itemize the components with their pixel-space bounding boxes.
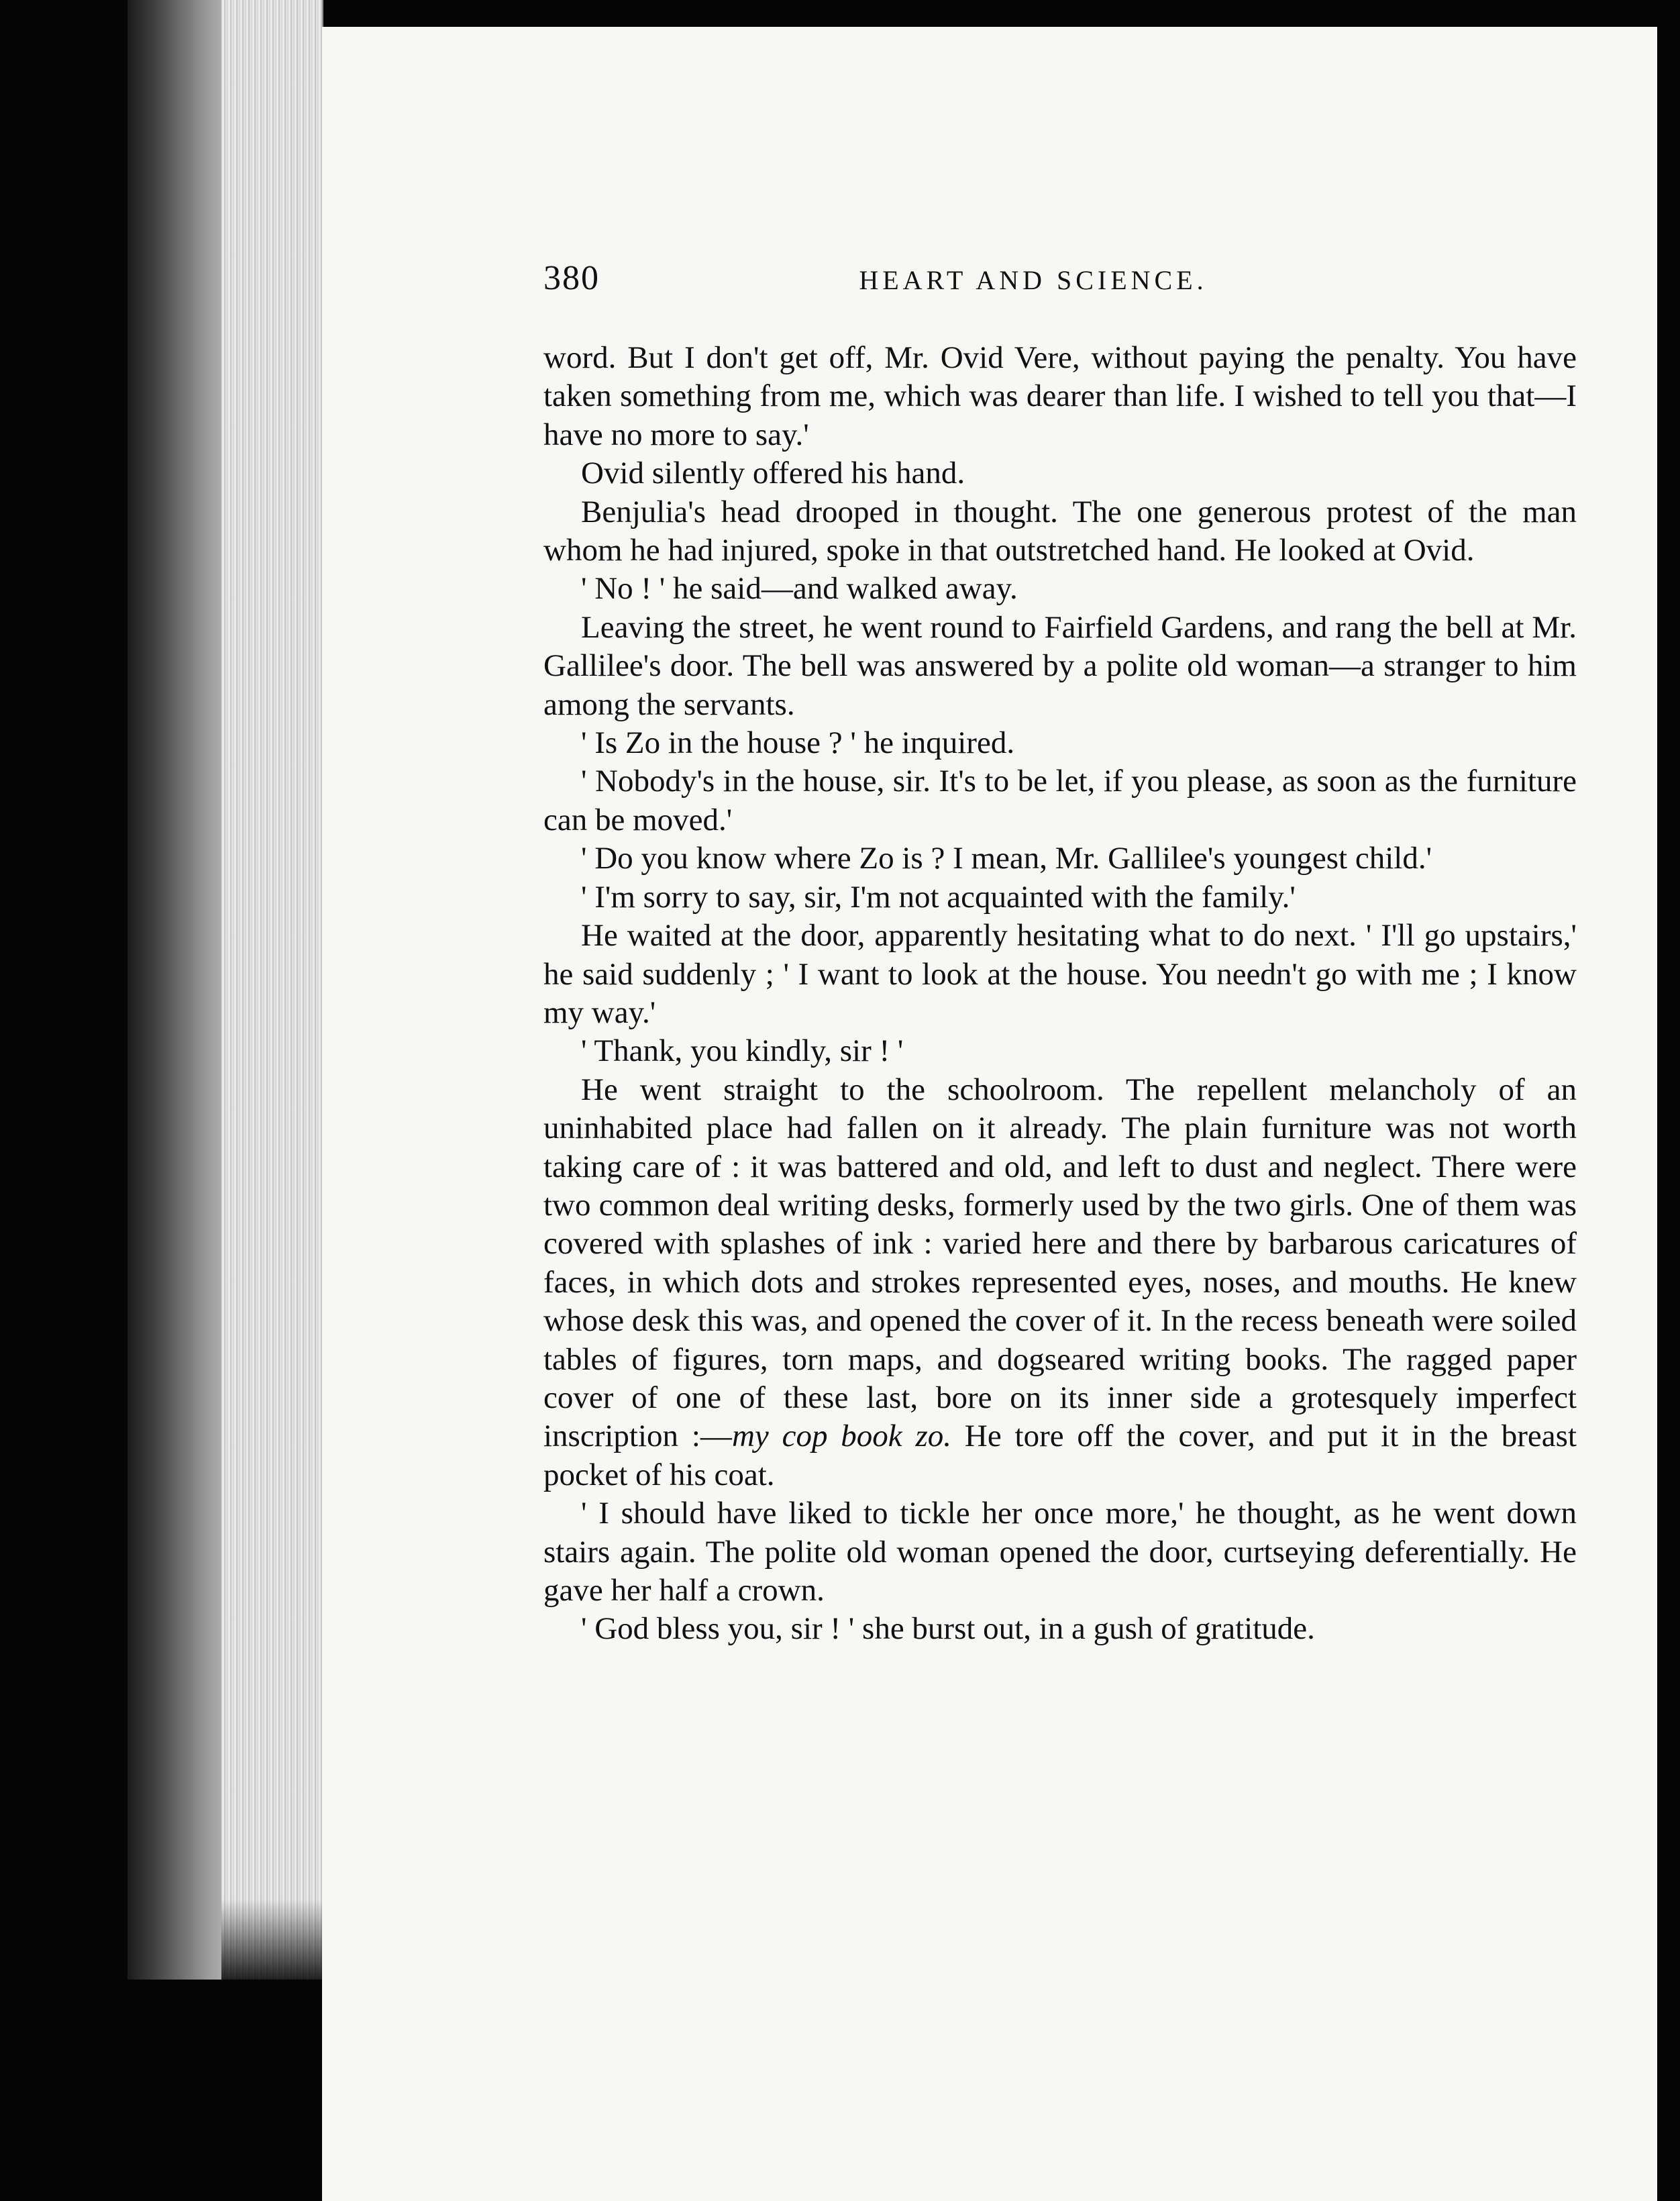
page-edges xyxy=(221,0,323,1980)
paragraph-14: ' God bless you, sir ! ' she burst out, in a gush of gratitude. xyxy=(581,1611,1315,1647)
paragraph-12 xyxy=(543,1071,1577,1494)
paragraph-11: ' Thank, you kindly, sir ! ' xyxy=(581,1033,904,1069)
paragraph-6: ' Is Zo in the house ? ' he inquired. xyxy=(581,725,1015,761)
paragraph-10: He waited at the door, apparently hesitating what to do next. ' I'll go upstairs,' he said suddenly ; ' I want to look at the house. You needn't go with me ; I know my way.' xyxy=(543,918,1577,1030)
inscription-italic: my cop book zo. xyxy=(731,1419,952,1454)
page-number: 380 xyxy=(543,259,600,297)
paragraph-7: ' Nobody's in the house, sir. It's to be let, if you please, as soon as the furniture can be moved.' xyxy=(543,764,1577,837)
running-head: HEART AND SCIENCE. xyxy=(859,265,1208,295)
paragraph-1: word. But I don't get off, Mr. Ovid Vere, without paying the penalty. You have taken something from me, which was dearer than life. I wished to tell you that—I have no more to say.' xyxy=(543,340,1577,452)
paragraph-12-tail: He tore off the cover, and put it in the breast pocket of his coat. xyxy=(543,1419,1577,1492)
paragraph-4: ' No ! ' he said—and walked away. xyxy=(581,571,1018,607)
paragraph-8: ' Do you know where Zo is ? I mean, Mr. Gallilee's youngest child.' xyxy=(581,841,1432,876)
page-header xyxy=(543,258,1577,305)
paragraph-3: Benjulia's head drooped in thought. The one generous protest of the man whom he had injured, spoke in that outstretched hand. He looked at Ovid. xyxy=(543,494,1577,568)
paragraph-5: Leaving the street, he went round to Fairfield Gardens, and rang the bell at Mr. Gallilee's door. The bell was answered by a polite old woman—a stranger to him among the servants. xyxy=(543,609,1577,722)
book-page xyxy=(322,27,1657,2201)
paragraph-2: Ovid silently offered his hand. xyxy=(581,456,965,491)
page-content xyxy=(543,258,1577,1649)
paragraph-9: ' I'm sorry to say, sir, I'm not acquainted with the family.' xyxy=(581,879,1296,915)
paragraph-12-text: He went straight to the schoolroom. The repellent melancholy of an uninhabited place had fallen on it already. The plain furniture was not worth taking care of : it was battered and old, and left to dust and neglect. There were two common deal writing desks, formerly used by the two girls. One of them was covered with splashes of ink : varied here and there by barbarous caricatures of faces, in which dots and strokes represented eyes, noses, and mouths. He knew whose desk this was, and opened the cover of it. In the recess beneath were soiled tables of figures, torn maps, and dogseared writing books. The ragged paper cover of one of these last, bore on its inner side a grotesquely imperfect inscription :— xyxy=(543,1072,1577,1454)
paragraph-13: ' I should have liked to tickle her once more,' he thought, as he went down stairs again. The polite old woman opened the door, curtseying deferentially. He gave her half a crown. xyxy=(543,1496,1577,1608)
